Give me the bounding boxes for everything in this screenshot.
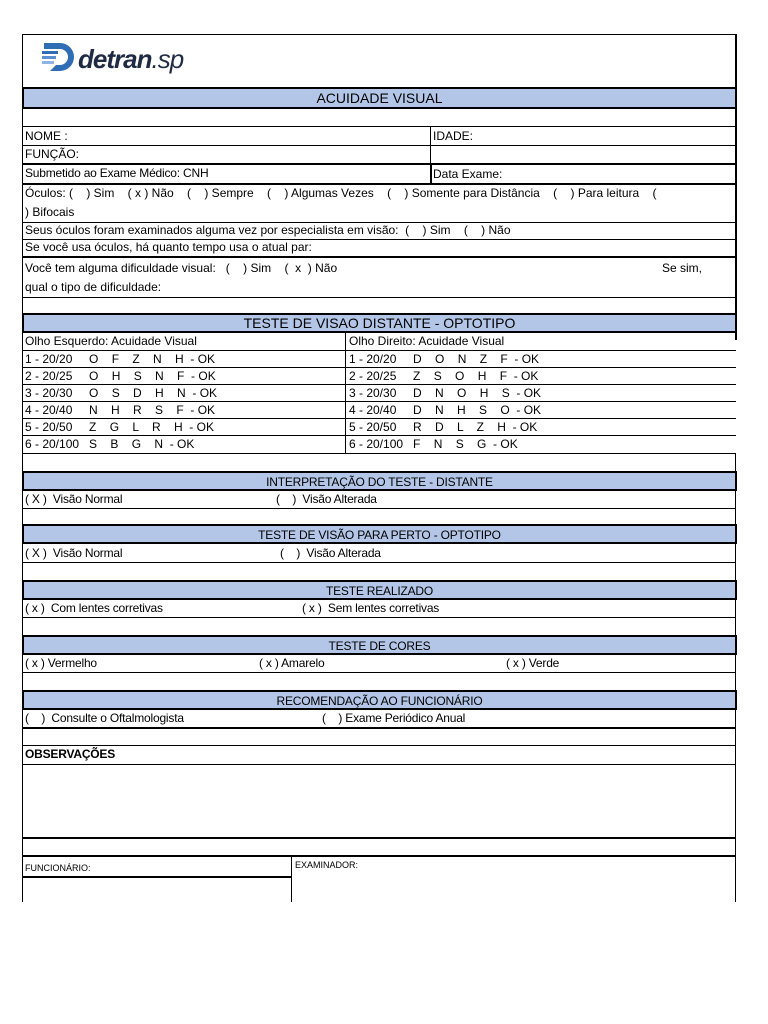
interpretation-band <box>22 471 737 491</box>
examiner-label: EXAMINADOR: <box>295 860 359 870</box>
near-normal-option[interactable]: ( X ) Visão Normal <box>25 546 123 560</box>
without-lenses-option[interactable]: ( x ) Sem lentes corretivas <box>302 601 440 615</box>
logo-main: detran <box>78 44 152 74</box>
exam-date-label: Data Exame: <box>433 167 503 181</box>
divider <box>22 672 736 673</box>
color-yellow-option[interactable]: ( x ) Amarelo <box>259 656 325 670</box>
divider <box>22 453 736 454</box>
distance-test-title: TESTE DE VISAO DISTANTE - OPTOTIPO <box>243 315 516 331</box>
submitted-label: Submetido ao Exame Médico: CNH <box>25 166 209 180</box>
glasses-question-line2: ) Bifocais <box>25 205 75 219</box>
distance-altered-option[interactable]: ( ) Visão Alterada <box>276 492 377 506</box>
glasses-examined-question: Seus óculos foram examinados alguma vez por especialista em visão: ( ) Sim ( ) Não <box>25 223 511 237</box>
right-eye-row: 6 - 20/100 F N S G - OK <box>349 437 518 451</box>
test-performed-title: TESTE REALIZADO <box>325 584 434 598</box>
right-eye-row: 4 - 20/40 D N H S O - OK <box>349 403 542 417</box>
left-eye-row: 1 - 20/20 O F Z N H - OK <box>25 352 216 366</box>
ophthalmologist-option[interactable]: ( ) Consulte o Oftalmologista <box>25 711 184 725</box>
difficulty-if-yes: Se sim, <box>662 261 703 275</box>
interpretation-title: INTERPRETAÇÃO DO TESTE - DISTANTE <box>266 475 493 489</box>
observations-label: OBSERVAÇÕES <box>25 747 116 761</box>
detran-logo-text <box>78 44 183 75</box>
divider <box>22 508 736 509</box>
employee-label: FUNCIONÁRIO: <box>25 863 91 873</box>
divider <box>22 435 736 436</box>
right-eye-row: 5 - 20/50 R D L Z H - OK <box>349 420 538 434</box>
distance-test-band <box>22 313 737 333</box>
top-border <box>22 34 736 35</box>
glasses-time-question: Se você usa óculos, há quanto tempo usa o atual par: <box>25 240 312 254</box>
recommendation-title: RECOMENDAÇÃO AO FUNCIONÁRIO <box>276 694 483 708</box>
divider <box>22 837 736 839</box>
divider <box>22 384 736 385</box>
col-divider <box>430 164 432 183</box>
with-lenses-option[interactable]: ( x ) Com lentes corretivas <box>25 601 163 615</box>
title-band <box>22 87 737 109</box>
observations-field[interactable] <box>22 765 736 837</box>
difficulty-question-line2: qual o tipo de dificuldade: <box>25 280 162 294</box>
distance-normal-option[interactable]: ( X ) Visão Normal <box>25 492 123 506</box>
left-eye-row: 3 - 20/30 O S D H N - OK <box>25 386 218 400</box>
function-label: FUNÇÃO: <box>25 147 79 161</box>
divider <box>22 401 736 402</box>
recommendation-band <box>22 690 737 710</box>
left-eye-row: 4 - 20/40 N H R S F - OK <box>25 403 216 417</box>
employee-signature-field[interactable] <box>23 878 291 902</box>
left-eye-header: Olho Esquerdo: Acuidade Visual <box>25 334 197 348</box>
signature-divider <box>291 856 292 902</box>
left-eye-row: 2 - 20/25 O H S N F - OK <box>25 369 216 383</box>
difficulty-question-line1: Você tem alguma dificuldade visual: ( ) Sim ( x ) Não <box>25 261 338 275</box>
divider <box>22 256 736 258</box>
logo-suffix: .sp <box>151 44 184 74</box>
right-eye-row: 3 - 20/30 D N O H S - OK <box>349 386 542 400</box>
examiner-signature-field[interactable] <box>293 870 734 902</box>
color-test-band <box>22 635 737 655</box>
divider <box>22 297 736 298</box>
color-red-option[interactable]: ( x ) Vermelho <box>25 656 97 670</box>
divider <box>22 855 736 857</box>
near-altered-option[interactable]: ( ) Visão Alterada <box>280 546 381 560</box>
test-performed-band <box>22 580 737 600</box>
right-eye-row: 2 - 20/25 Z S O H F - OK <box>349 369 539 383</box>
near-test-title: TESTE DE VISÃO PARA PERTO - OPTOTIPO <box>258 528 501 542</box>
right-eye-row: 1 - 20/20 D O N Z F - OK <box>349 352 540 366</box>
divider <box>22 145 736 146</box>
divider <box>22 617 736 618</box>
right-border-top <box>735 34 737 340</box>
divider <box>22 418 736 419</box>
right-eye-header: Olho Direito: Acuidade Visual <box>349 334 505 348</box>
glasses-question-line1: Óculos: ( ) Sim ( x ) Não ( ) Sempre ( ) Algumas Vezes ( ) Somente para Distância ( ) Para leitura ( <box>25 186 657 200</box>
detran-logo-icon <box>42 43 76 71</box>
page-title: ACUIDADE VISUAL <box>316 90 443 106</box>
divider <box>22 562 736 563</box>
left-eye-row: 5 - 20/50 Z G L R H - OK <box>25 420 214 434</box>
age-label: IDADE: <box>433 129 474 143</box>
color-green-option[interactable]: ( x ) Verde <box>506 656 560 670</box>
color-test-title: TESTE DE CORES <box>328 639 431 653</box>
divider <box>22 727 736 729</box>
left-eye-row: 6 - 20/100 S B G N - OK <box>25 437 195 451</box>
near-test-band <box>22 524 737 544</box>
divider <box>22 367 736 368</box>
divider <box>22 745 736 746</box>
annual-exam-option[interactable]: ( ) Exame Periódico Anual <box>322 711 466 725</box>
name-label: NOME : <box>25 129 68 143</box>
divider <box>22 126 736 127</box>
